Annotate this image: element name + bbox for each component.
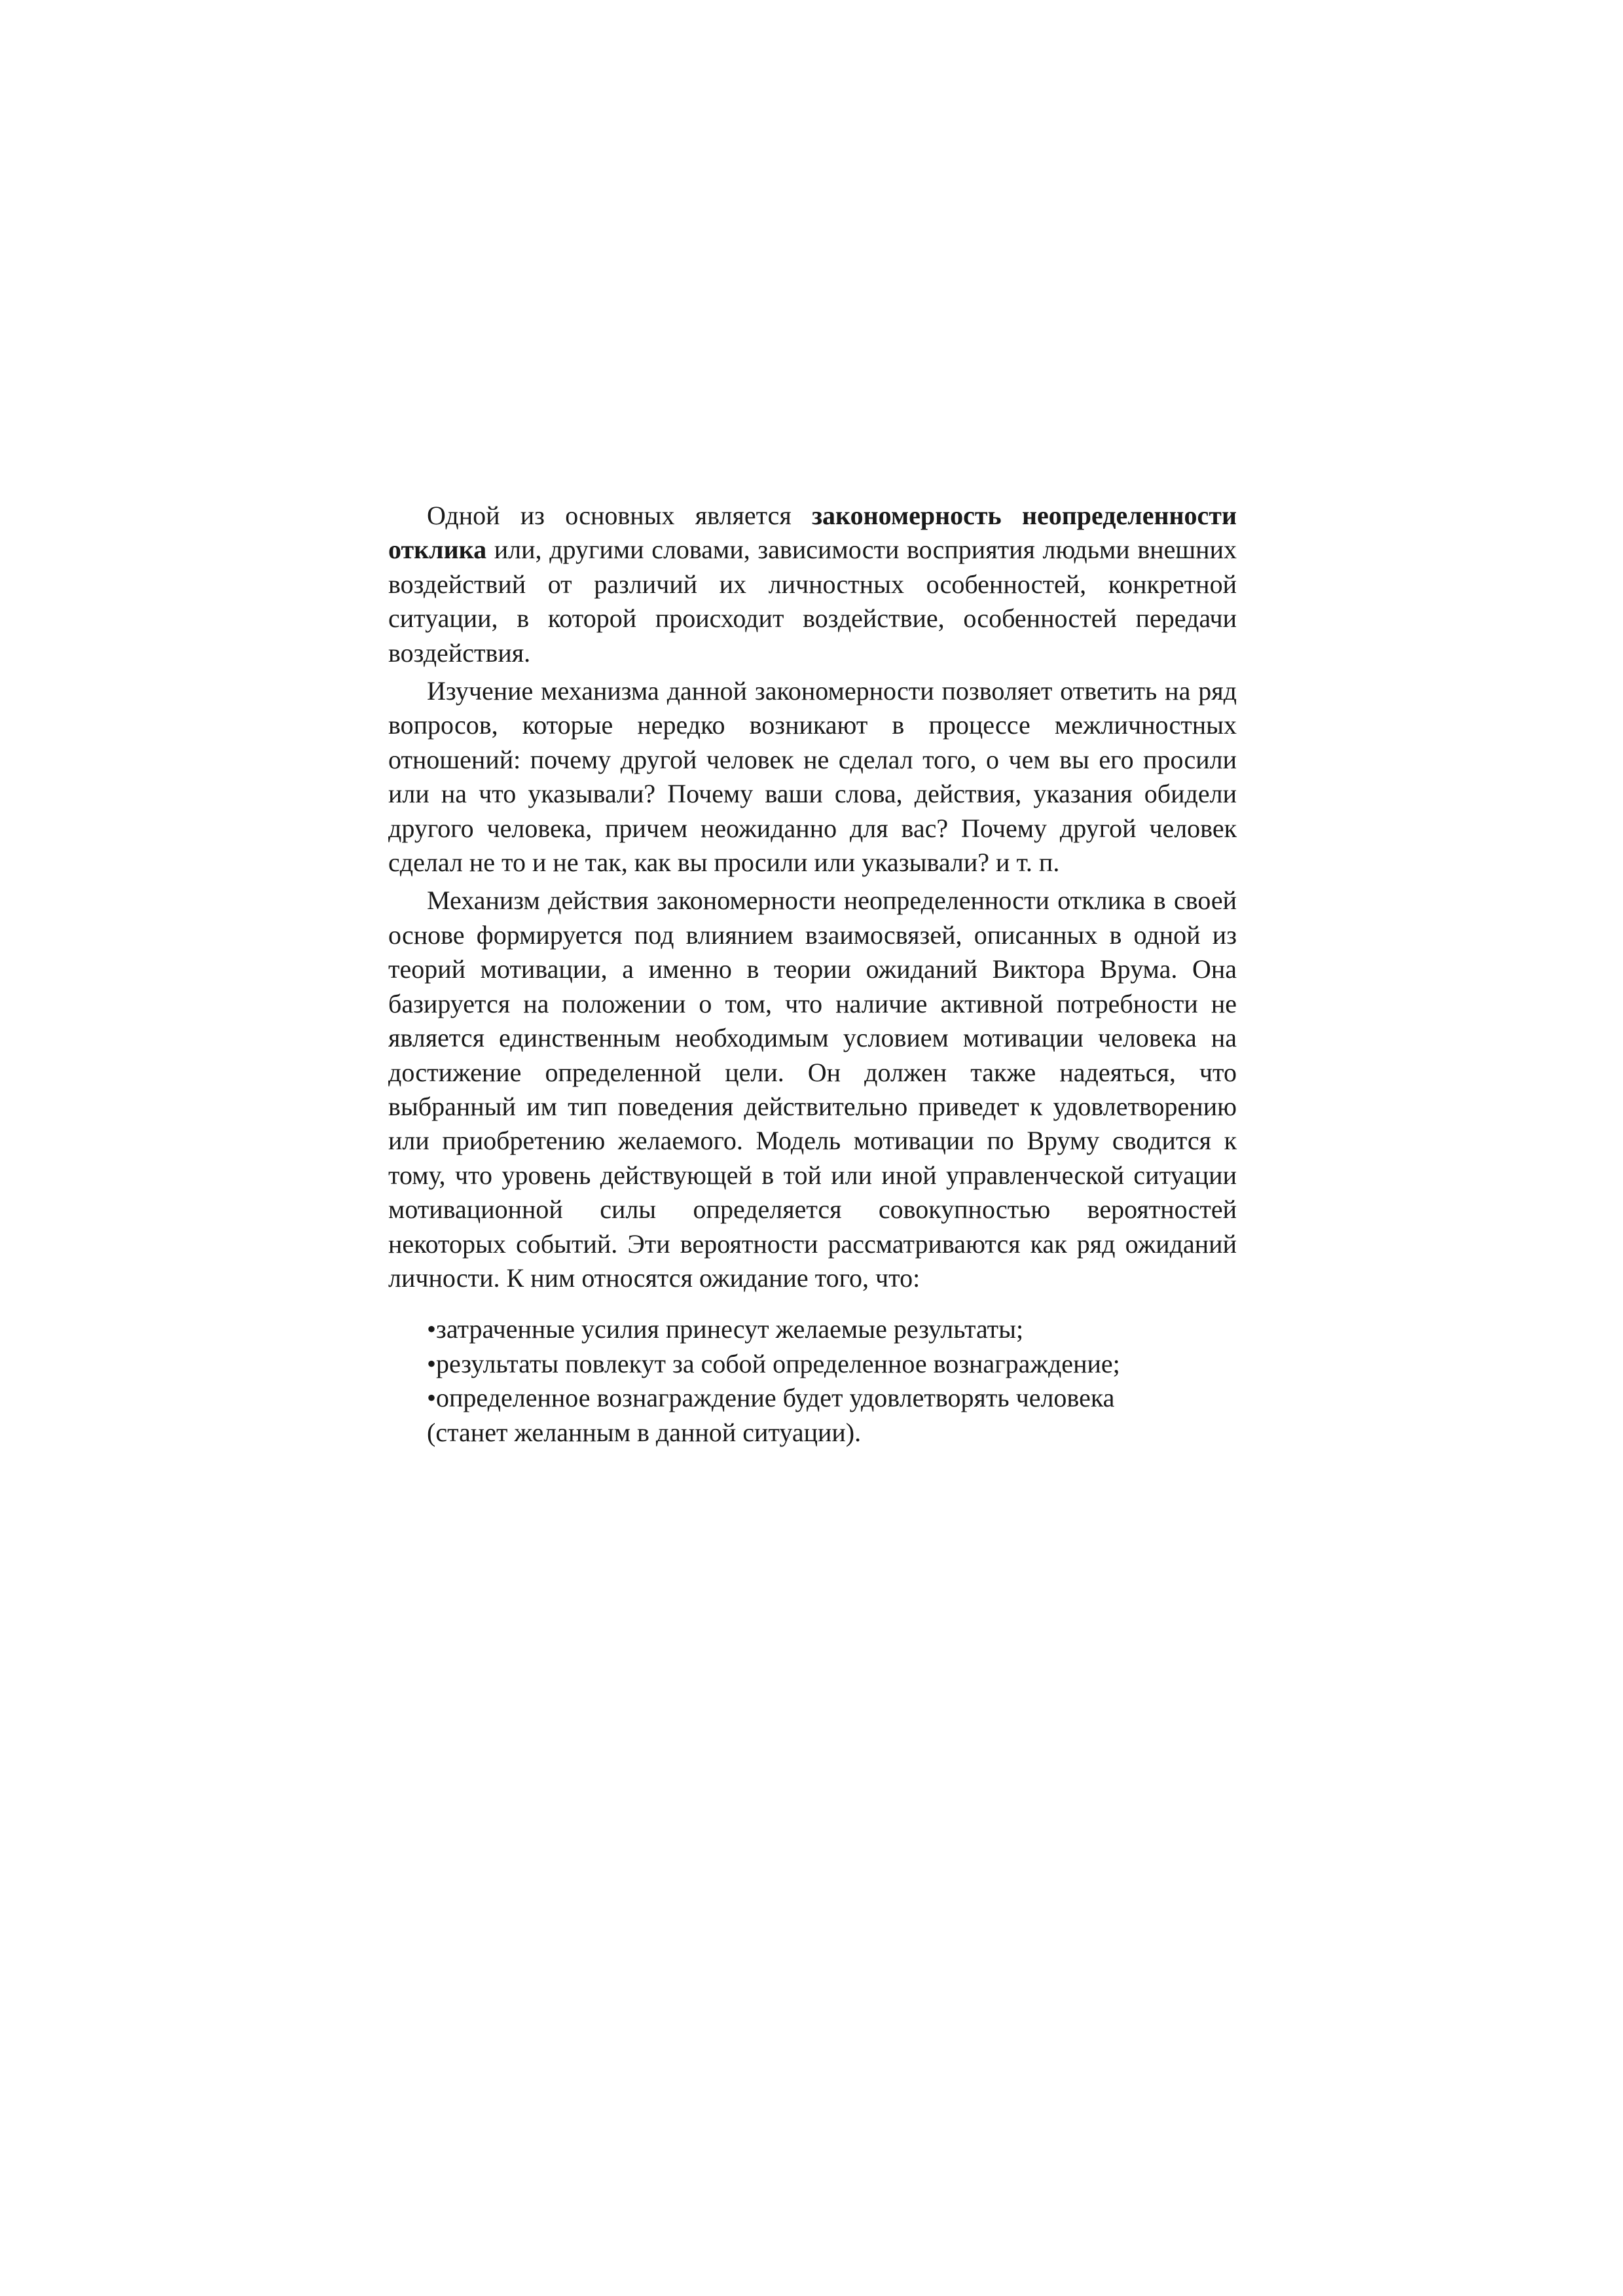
paragraph-3: Механизм действия закономерности неопределенности отклика в своей основе формируется под влиянием взаимосвязей, описанных в одной из теорий мотивации, а именно в теории ожиданий Виктора Врума. Она базируется на положении о том, что наличие активной потребности не является единственным необходимым условием мотивации человека на достижение определенной цели. Он должен также надеяться, что выбранный им тип поведения действительно приведет к удовлетворению или приобретению желаемого. Модель мотивации по Вруму сводится к тому, что уровень действующей в той или иной управленческой ситуации мотивационной силы определяется совокупностью вероятностей некоторых событий. Эти вероятности рассматриваются как ряд ожиданий личности. К ним относятся ожидание того, что: (388, 886, 1237, 1293)
paragraph-1-rest: или, другими словами, зависимости восприятия людьми внешних воздействий от различий их личностных особенностей, конкретной ситуации, в которой происходит воздействие, особенностей передачи воздействия. (388, 535, 1237, 668)
bullet-icon: • (427, 1383, 437, 1413)
list-item-continuation-text: (станет желанным в данной ситуации). (427, 1417, 862, 1447)
list-item (427, 1381, 1237, 1415)
list-item-text: затраченные усилия принесут желаемые результаты; (436, 1314, 1024, 1344)
body-text (388, 499, 1237, 1450)
expectation-list (388, 1312, 1237, 1450)
bullet-icon: • (427, 1348, 437, 1378)
paragraph-2: Изучение механизма данной закономерности позволяет ответить на ряд вопросов, которые нередко возникают в процессе межличностных отношений: почему другой человек не сделал того, о чем вы его просили или на что указывали? Почему ваши слова, действия, указания обидели другого человека, причем неожиданно для вас? Почему другой человек сделал не то и не так, как вы просили или указывали? и т. п. (388, 676, 1237, 878)
list-item-continuation (427, 1416, 1237, 1450)
bullet-icon: • (427, 1314, 437, 1344)
paragraph-1-lead: Одной из основных является (427, 501, 812, 530)
list-item (427, 1312, 1237, 1346)
paragraph-1 (388, 499, 1237, 670)
bold-term: закономерность неопределенности отклика (388, 501, 1237, 565)
list-item (427, 1347, 1237, 1381)
list-item-text: определенное вознаграждение будет удовлетворять человека (436, 1383, 1115, 1413)
list-item-text: результаты повлекут за собой определенное вознаграждение; (436, 1348, 1120, 1378)
